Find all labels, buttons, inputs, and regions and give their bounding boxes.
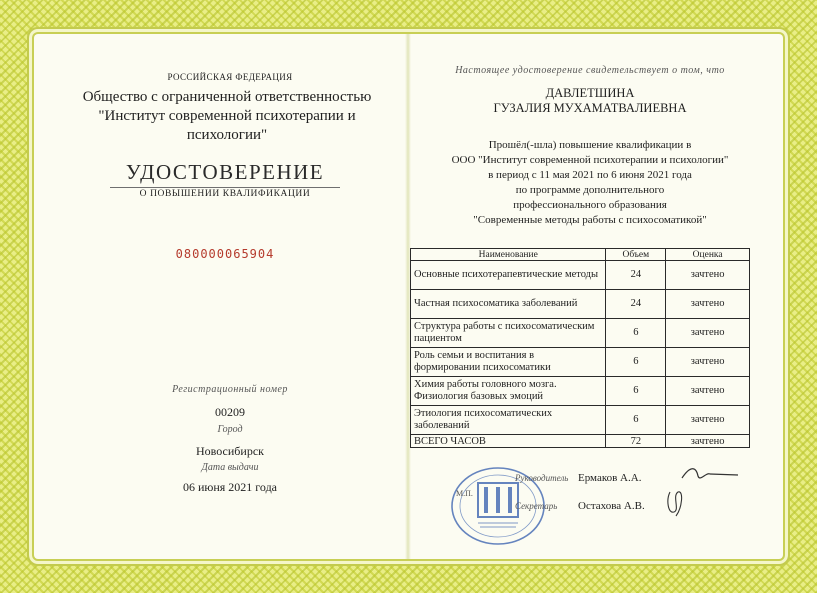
desc-line: "Современные методы работы с психосоматикой" [473, 214, 707, 226]
table-header-row [411, 249, 750, 261]
course-name: Основные психотерапевтические методы [411, 261, 606, 290]
table-row [411, 377, 750, 406]
certificate-subtitle: О ПОВЫШЕНИИ КВАЛИФИКАЦИИ [110, 187, 340, 199]
seal-place-label: М.П. [456, 489, 473, 498]
course-volume: 6 [606, 377, 666, 406]
secretary-signature [664, 488, 688, 518]
desc-line: профессионального образования [513, 199, 667, 211]
table-row [411, 348, 750, 377]
org-line-3: психологии" [186, 127, 268, 143]
total-grade: зачтено [666, 435, 750, 448]
course-volume: 6 [606, 319, 666, 348]
desc-line: Прошёл(-шла) повышение квалификации в [488, 139, 692, 151]
organization-name [62, 88, 392, 145]
table-row [411, 290, 750, 319]
course-name: Роль семьи и воспитания в формировании психосоматики [411, 348, 606, 377]
course-grade: зачтено [666, 319, 750, 348]
holder-name [430, 86, 750, 116]
table-row [411, 261, 750, 290]
total-volume: 72 [606, 435, 666, 448]
issue-date-value: 06 июня 2021 года [182, 480, 278, 494]
course-name: Химия работы головного мозга. Физиология базовых эмоций [411, 377, 606, 406]
head-signature [680, 464, 740, 484]
secretary-label: Секретарь [515, 501, 558, 511]
course-grade: зачтено [666, 290, 750, 319]
program-description [420, 138, 760, 228]
course-volume: 6 [606, 348, 666, 377]
header-name: Наименование [411, 249, 606, 261]
desc-line: ООО "Институт современной психотерапии и психологии" [451, 154, 729, 166]
header-volume: Объем [606, 249, 666, 261]
certificate-number: 080000065904 [175, 247, 275, 261]
total-label: ВСЕГО ЧАСОВ [411, 435, 606, 448]
table-row [411, 319, 750, 348]
grades-table [410, 248, 750, 448]
desc-line: в период с 11 мая 2021 по 6 июня 2021 года [488, 169, 692, 181]
org-line-2: "Институт современной психотерапии и [98, 108, 356, 124]
course-grade: зачтено [666, 377, 750, 406]
table-total-row [411, 435, 750, 448]
course-volume: 24 [606, 261, 666, 290]
course-name: Структура работы с психосоматическим пациентом [411, 319, 606, 348]
course-name: Этиология психосоматических заболеваний [411, 406, 606, 435]
intro-text: Настоящее удостоверение свидетельствует о том, что [455, 65, 725, 76]
registration-number: 00209 [215, 405, 245, 419]
city-label: Город [217, 424, 243, 435]
holder-surname: ДАВЛЕТШИНА [545, 86, 635, 100]
registration-label: Регистрационный номер [172, 384, 288, 395]
course-volume: 6 [606, 406, 666, 435]
country-label: РОССИЙСКАЯ ФЕДЕРАЦИЯ [167, 72, 293, 82]
holder-given-names: ГУЗАЛИЯ МУХАМАТВАЛИЕВНА [493, 101, 687, 115]
head-name: Ермаков А.А. [578, 472, 642, 484]
course-name: Частная психосоматика заболеваний [411, 290, 606, 319]
org-line-1: Общество с ограниченной ответственностью [82, 89, 372, 105]
course-volume: 24 [606, 290, 666, 319]
header-grade: Оценка [666, 249, 750, 261]
issue-date-label: Дата выдачи [201, 462, 259, 473]
course-grade: зачтено [666, 348, 750, 377]
secretary-name: Остахова А.В. [578, 500, 645, 512]
head-label: Руководитель [515, 473, 569, 483]
course-grade: зачтено [666, 261, 750, 290]
course-grade: зачтено [666, 406, 750, 435]
certificate-title: УДОСТОВЕРЕНИЕ [125, 160, 325, 184]
city-value: Новосибирск [196, 444, 264, 458]
desc-line: по программе дополнительного [515, 184, 665, 196]
table-row [411, 406, 750, 435]
